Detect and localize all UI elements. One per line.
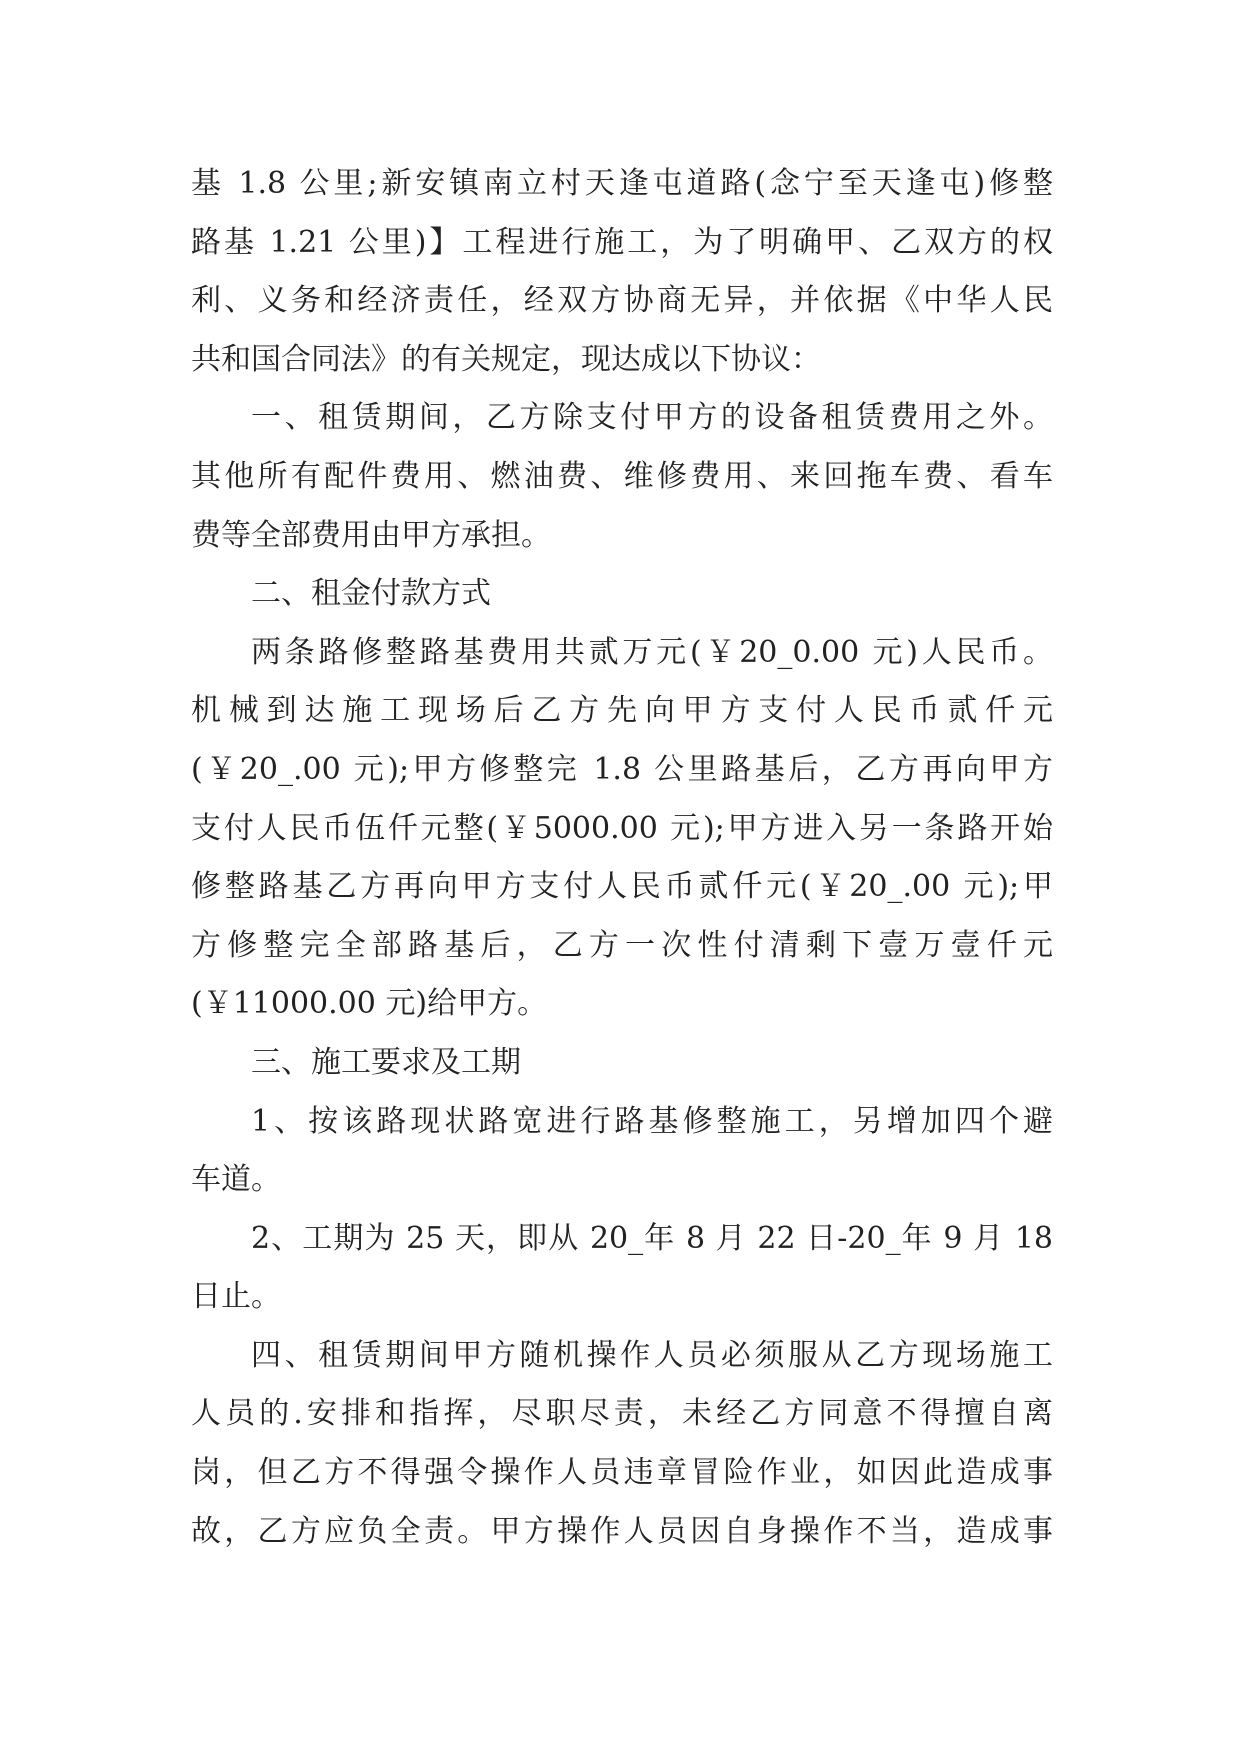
text-line: 岗，但乙方不得强令操作人员违章冒险作业，如因此造成事 (191, 1455, 1053, 1491)
text-line: 一、租赁期间，乙方除支付甲方的设备租赁费用之外。 (251, 400, 1053, 436)
document-body-text (191, 155, 1053, 1561)
text-line: 2、工期为 25 天，即从 20_年 8 月 22 日-20_年 9 月 18 (251, 1220, 1053, 1256)
text-line: 方修整完全部路基后，乙方一次性付清剩下壹万壹仟元 (191, 927, 1053, 963)
text-line: 共和国合同法》的有关规定，现达成以下协议： (191, 341, 821, 377)
text-line: 其他所有配件费用、燃油费、维修费用、来回拖车费、看车 (191, 458, 1053, 494)
text-line: 1、按该路现状路宽进行路基修整施工，另增加四个避 (251, 1103, 1053, 1139)
text-line: 费等全部费用由甲方承担。 (191, 517, 551, 553)
text-line: 人员的.安排和指挥，尽职尽责，未经乙方同意不得擅自离 (191, 1396, 1053, 1432)
text-line: 车道。 (191, 1162, 281, 1198)
text-line: 利、义务和经济责任，经双方协商无异，并依据《中华人民 (191, 283, 1053, 319)
text-line: 两条路修整路基费用共贰万元(￥20_0.00 元)人民币。 (251, 634, 1053, 670)
text-line: 基 1.8 公里;新安镇南立村天逢屯道路(念宁至天逢屯)修整 (191, 166, 1053, 201)
text-line: 机械到达施工现场后乙方先向甲方支付人民币贰仟元 (191, 693, 1053, 729)
text-line: 三、施工要求及工期 (251, 1044, 521, 1080)
text-line: 支付人民币伍仟元整(￥5000.00 元);甲方进入另一条路开始 (191, 810, 1053, 846)
text-line: 日止。 (191, 1279, 281, 1315)
text-line: 修整路基乙方再向甲方支付人民币贰仟元(￥20_.00 元);甲 (191, 869, 1053, 905)
text-line: 故，乙方应负全责。甲方操作人员因自身操作不当，造成事 (191, 1513, 1053, 1549)
text-line: (￥11000.00 元)给甲方。 (191, 986, 548, 1022)
text-line: 二、租金付款方式 (251, 576, 491, 612)
text-line: (￥20_.00 元);甲方修整完 1.8 公里路基后，乙方再向甲方 (191, 751, 1053, 787)
text-line: 路基 1.21 公里)】工程进行施工，为了明确甲、乙双方的权 (191, 224, 1053, 260)
text-line: 四、租赁期间甲方随机操作人员必须服从乙方现场施工 (251, 1337, 1053, 1373)
